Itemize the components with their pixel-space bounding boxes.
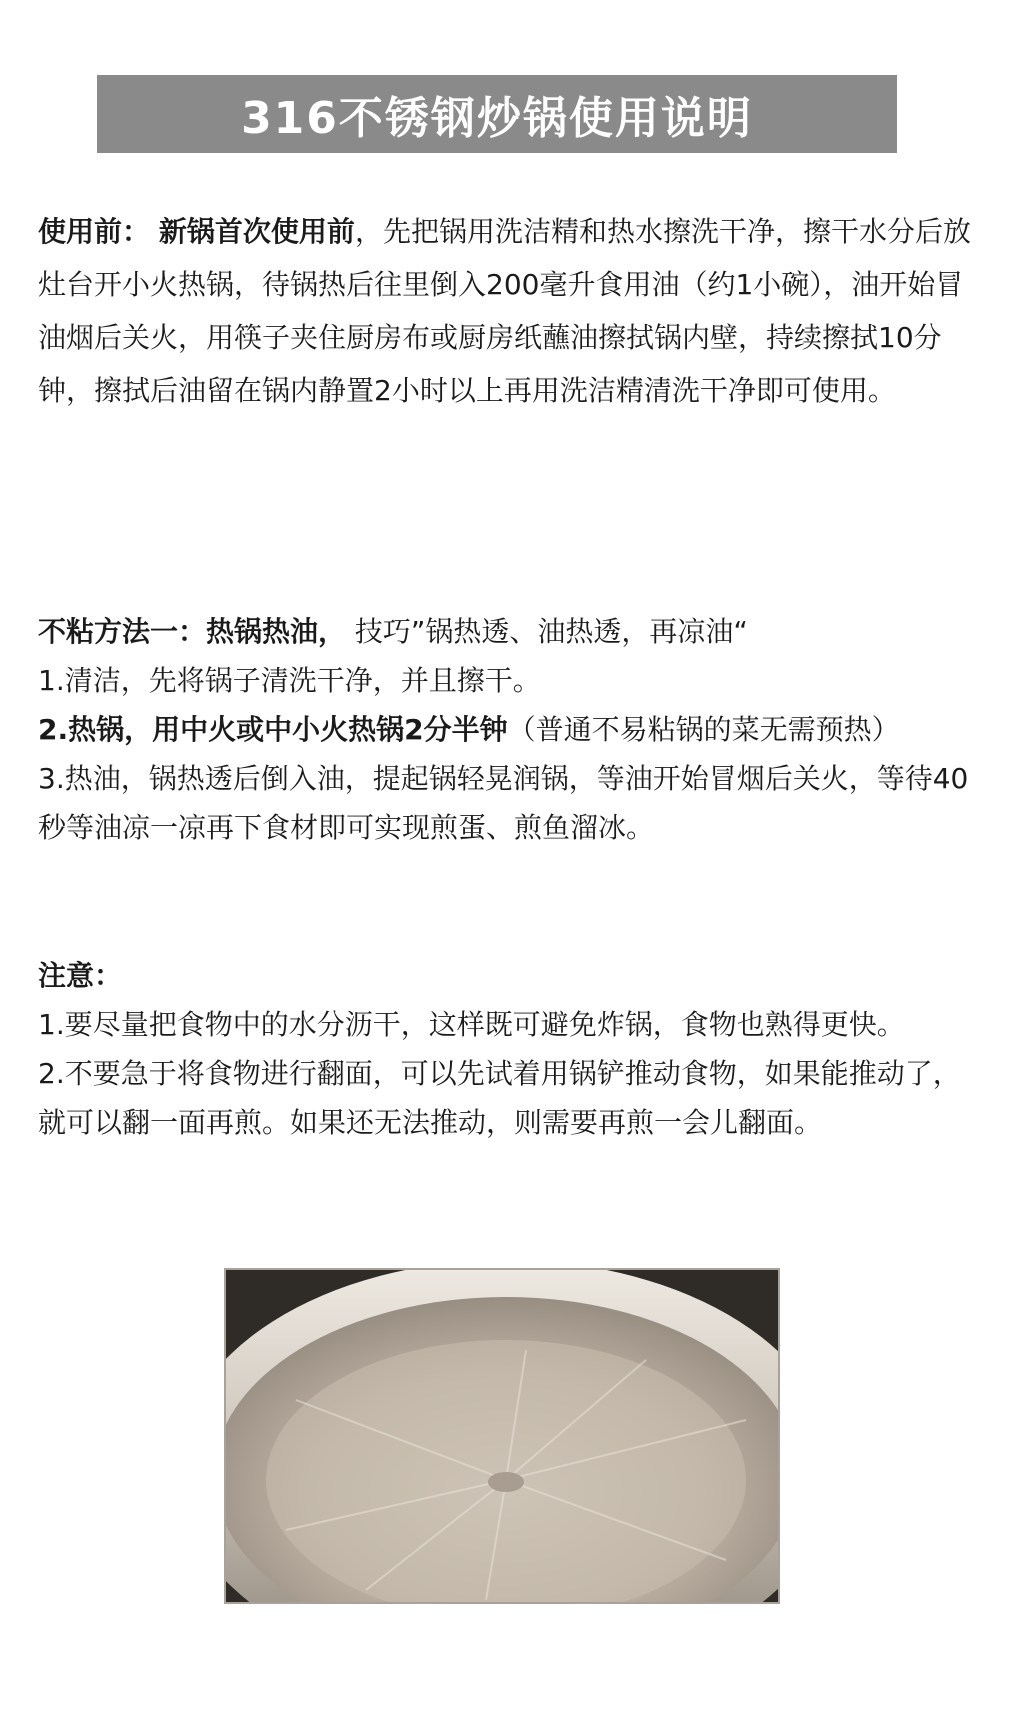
frying-pan-photo: [224, 1268, 780, 1604]
note-1: 1.要尽量把食物中的水分沥干，这样既可避免炸锅，食物也熟得更快。: [38, 1008, 905, 1041]
before-use-lead: 新锅首次使用前: [158, 215, 355, 248]
nonstick-step-2: [38, 705, 983, 754]
nonstick-step-1: 1.清洁，先将锅子清洗干净，并且擦干。: [38, 664, 541, 697]
section-before-use: [38, 205, 983, 417]
page-title: 316不锈钢炒锅使用说明: [241, 93, 753, 144]
nonstick-step-2-rest: （普通不易粘锅的菜无需预热）: [507, 713, 900, 746]
before-use-label: 使用前：: [38, 215, 151, 248]
nonstick-step-2-lead: 2.热锅，用中火或中小火热锅2分半钟: [38, 713, 508, 746]
nonstick-heading: [38, 607, 983, 656]
frying-pan-illustration: [226, 1270, 778, 1602]
section-nonstick-method: [38, 607, 983, 852]
note-2: 2.不要急于将食物进行翻面，可以先试着用锅铲推动食物，如果能推动了，就可以翻一面再煎。如果还无法推动，则需要再煎一会儿翻面。: [38, 1057, 961, 1139]
title-banner: [97, 75, 897, 153]
nonstick-label: 不粘方法一：热锅热油，: [38, 615, 347, 648]
nonstick-tip: 技巧”锅热透、油热透，再凉油“: [354, 615, 748, 648]
notes-label: 注意：: [38, 959, 123, 992]
section-notes: [38, 951, 983, 1147]
nonstick-step-3: 3.热油，锅热透后倒入油，提起锅轻晃润锅，等油开始冒烟后关火，等待40秒等油凉一凉再下食材即可实现煎蛋、煎鱼溜冰。: [38, 762, 969, 844]
before-use-text: ，先把锅用洗洁精和热水擦洗干净，擦干水分后放灶台开小火热锅，待锅热后往里倒入200毫升食用油（约1小碗），油开始冒油烟后关火，用筷子夹住厨房布或厨房纸蘸油擦拭锅内壁，持续擦拭10分钟，擦拭后油留在锅内静置2小时以上再用洗洁精清洗干净即可使用。: [38, 215, 971, 407]
before-use-paragraph: [38, 205, 983, 417]
